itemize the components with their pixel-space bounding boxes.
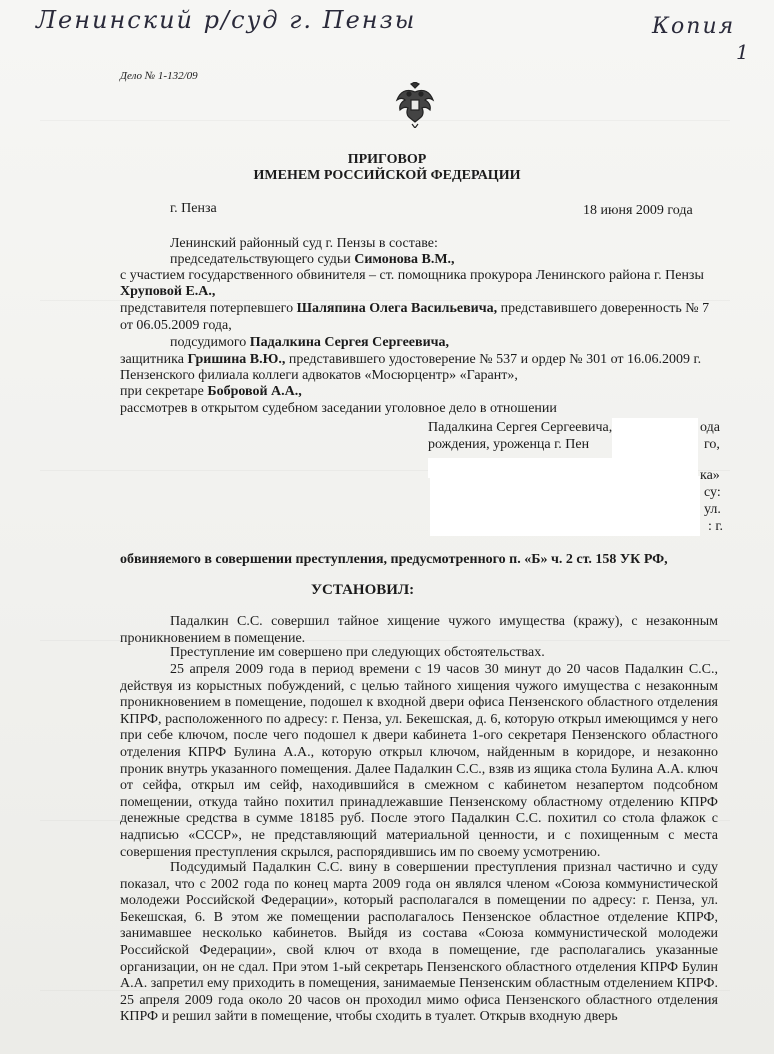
defender-organization: Пензенского филиала коллеги адвокатов «Мосюрцентр» «Гарант», <box>120 368 518 383</box>
secretary-name: Бобровой А.А., <box>207 384 302 399</box>
victim-power-of-attorney-date: от 06.05.2009 года, <box>120 318 232 333</box>
prosecutor-name: Хруповой Е.А., <box>120 284 216 299</box>
court-composition: Ленинский районный суд г. Пензы в составе: <box>170 236 438 251</box>
verdict-date: 18 июня 2009 года <box>583 203 693 218</box>
paragraph-events: 25 апреля 2009 года в период времени с 19 часов 30 минут до 20 часов Падалкин С.С., действуя из корыстных побуждений, с целью тайного хищения чужого имущества с незаконным проникновением в помещение, подошел к входной двери офиса Пензенского областного отделения КПРФ, расположенного по адресу: г. Пенза, ул. Бекешская, д. 6, которую открыл имеющимся у него при себе ключом, после чего подошел к двери кабинета 1-ого секретаря Пензенского областного отделения КПРФ Булина А.А., которую открыл ключом, найденным в коридоре, и незаконно проник внутрь указанного помещения. Далее Падалкин С.С., взяв из ящика стола Булина А.А. ключ от сейфа, открыл им сейф, находившийся в смежном с кабинетом незапертом подсобном помещении, откуда тайно похитил принадлежавшие Пензенскому областному отделению КПРФ денежные средства в сумме 18185 руб. После этого Падалкин С.С. похитил со стола флажок с надписью «СССР», не представляющий материальной ценности, и с похищенным с места совершения преступления скрылся, распорядившись им по своему усмотрению. <box>120 662 718 860</box>
verdict-subtitle: ИМЕНЕМ РОССИЙСКОЙ ФЕДЕРАЦИИ <box>253 168 521 183</box>
coat-of-arms-emblem <box>394 82 436 128</box>
fragment-3: ка» <box>700 468 720 483</box>
redaction-box <box>612 418 698 458</box>
defender-name: Гришина В.Ю., <box>187 352 286 367</box>
established-heading: УСТАНОВИЛ: <box>311 582 415 598</box>
handwritten-copy-mark: Копия <box>652 14 736 39</box>
charge-line: обвиняемого в совершении преступления, предусмотренного п. «Б» ч. 2 ст. 158 УК РФ, <box>120 552 668 567</box>
paragraph-crime-summary: Падалкин С.С. совершил тайное хищение чужого имущества (кражу), с незаконным проникновением в помещение. <box>120 614 718 646</box>
city: г. Пенза <box>170 201 217 216</box>
secretary-line: при секретаре Бобровой А.А., <box>120 384 302 399</box>
handwritten-court-name: Ленинский р/суд г. Пензы <box>36 6 417 34</box>
victim-line: представителя потерпевшего Шаляпина Олега Васильевича, представившего доверенность № 7 <box>120 301 710 316</box>
victim-name: Шаляпина Олега Васильевича, <box>296 301 498 316</box>
defendant-name: Падалкина Сергея Сергеевича, <box>249 335 450 350</box>
defendant-block-name: Падалкина Сергея Сергеевича, <box>428 420 613 435</box>
fragment-5: ул. <box>704 502 721 517</box>
defender-line: защитника Гришина В.Ю., представившего удостоверение № 537 и ордер № 301 от 16.06.2009 г. <box>120 352 702 367</box>
fragment-6: : г. <box>708 519 724 534</box>
fragment-1: ода <box>700 420 720 435</box>
redaction-box <box>428 458 698 478</box>
verdict-title: ПРИГОВОР <box>347 152 427 167</box>
defendant-block-birth: рождения, уроженца г. Пен <box>428 437 590 452</box>
handwritten-page-number: 1 <box>736 40 751 64</box>
paragraph-testimony: Подсудимый Падалкин С.С. вину в совершении преступления признал частично и суду показал, что с 2002 года по конец марта 2009 года он являлся членом «Союза коммунистической молодежи Российской Федерации», который располагался в помещении по адресу: г. Пенза, ул. Бекешская, 6. В этом же помещении располагалось Пензенское областное отделение КПРФ, занимавшее несколько кабинетов. Выйдя из состава «Союза коммунистической молодежи Российской Федерации», свой ключ от входа в помещение, где располагались указанные организации, он не сдал. При этом 1-ый секретарь Пензенского областного отделения КПРФ Булин А.А. запретил ему приходить в помещения, занимаемые Пензенским областным отделением КПРФ. 25 апреля 2009 года около 20 часов он проходил мимо офиса Пензенского областного отделения КПРФ и решил зайти в помещение, чтобы сходить в туалет. Открыв входную дверь <box>120 860 718 1025</box>
case-number: Дело № 1-132/09 <box>120 70 198 82</box>
judge-line: председательствующего судьи Симонова В.М., <box>170 252 455 267</box>
fragment-4: су: <box>704 485 721 500</box>
prosecutor-line: с участием государственного обвинителя – ст. помощника прокурора Ленинского района г. Пензы <box>120 268 704 283</box>
judge-name: Симонова В.М., <box>354 252 455 267</box>
considered-line: рассмотрев в открытом судебном заседании уголовное дело в отношении <box>120 401 557 416</box>
paragraph-circumstances: Преступление им совершено при следующих обстоятельствах. <box>170 645 545 660</box>
fragment-2: го, <box>704 437 720 452</box>
defendant-line: подсудимого Падалкина Сергея Сергеевича, <box>170 335 450 350</box>
redaction-box <box>430 476 700 536</box>
